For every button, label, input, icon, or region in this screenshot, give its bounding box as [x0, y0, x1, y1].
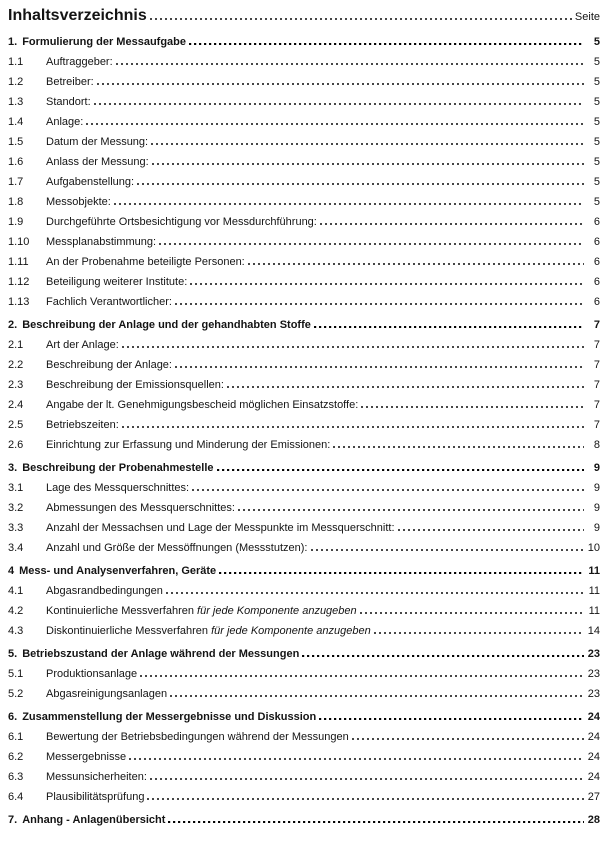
toc-entry	[8, 415, 600, 435]
entry-title-text: Auftraggeber:	[46, 56, 113, 68]
entry-page: 28	[587, 814, 600, 826]
dot-leader	[302, 655, 584, 657]
entry-page: 11	[588, 565, 600, 577]
entry-number: 7.	[8, 814, 18, 826]
entry-number: 2.2	[8, 359, 24, 371]
toc-entry	[8, 435, 600, 455]
entry-title-text: Angabe der lt. Genehmigungsbescheid möglichen Einsatzstoffe:	[46, 399, 359, 411]
entry-number: 5.	[8, 648, 18, 660]
entry-title-text: An der Probenahme beteiligte Personen:	[46, 256, 245, 268]
toc-entry	[8, 252, 600, 272]
entry-page: 5	[593, 136, 600, 148]
dot-leader	[159, 243, 584, 245]
entry-title-text: Formulierung der Messaufgabe	[22, 36, 186, 48]
entry-number: 6.3	[8, 771, 24, 783]
toc-entry	[8, 601, 600, 621]
dot-leader	[114, 203, 584, 205]
dot-leader	[86, 123, 584, 125]
entry-title-text: Beschreibung der Emissionsquellen:	[46, 379, 224, 391]
entry-title	[46, 212, 317, 232]
dot-leader	[311, 549, 585, 551]
dot-leader	[374, 632, 584, 634]
entry-title-text: Standort:	[46, 96, 91, 108]
entry-page: 6	[593, 296, 600, 308]
entry-title	[46, 747, 126, 767]
entry-page: 24	[587, 771, 600, 783]
entry-number: 6.1	[8, 731, 24, 743]
entry-title	[46, 52, 113, 72]
entry-number: 1.13	[8, 296, 30, 308]
dot-leader	[97, 83, 584, 85]
entry-page: 14	[587, 625, 600, 637]
entry-page: 6	[593, 276, 600, 288]
entry-number: 1.6	[8, 156, 24, 168]
entry-page: 5	[593, 96, 600, 108]
entry-title	[46, 787, 144, 807]
entry-title	[19, 561, 216, 581]
toc-entry	[8, 395, 600, 415]
entry-title	[46, 518, 395, 538]
toc-entry	[8, 132, 600, 152]
dot-leader	[122, 346, 584, 348]
entry-number: 6.2	[8, 751, 24, 763]
entry-title	[46, 172, 134, 192]
toc-entry	[8, 272, 600, 292]
entry-title-text: Anlage:	[46, 116, 84, 128]
entry-title	[46, 498, 235, 518]
entry-title-text: Zusammenstellung der Messergebnisse und Diskussion	[22, 711, 317, 723]
entry-title-text: Kontinuierliche Messverfahren	[46, 605, 194, 617]
toc-entry	[8, 664, 600, 684]
dot-leader	[147, 798, 584, 800]
toc-entry	[8, 787, 600, 807]
entry-title-text: Plausibilitätsprüfung	[46, 791, 145, 803]
entry-title-text: Betriebszeiten:	[46, 419, 119, 431]
toc-entry	[8, 192, 600, 212]
entry-title	[22, 644, 299, 664]
entry-title-text: Datum der Messung:	[46, 136, 149, 148]
entry-title	[22, 32, 186, 52]
entry-title-text: Messobjekte:	[46, 196, 111, 208]
dot-leader	[314, 326, 584, 328]
entry-title-text: Anzahl der Messachsen und Lage der Messpunkte im Messquerschnitt:	[46, 522, 395, 534]
entry-title	[46, 538, 308, 558]
dot-leader	[137, 183, 584, 185]
entry-title	[22, 458, 213, 478]
entry-page: 9	[593, 502, 600, 514]
toc-entry	[8, 767, 600, 787]
entry-title-text: Beschreibung der Anlage:	[46, 359, 172, 371]
entry-page: 5	[593, 196, 600, 208]
toc-entry	[8, 172, 600, 192]
entry-number: 2.	[8, 319, 18, 331]
entry-title	[46, 252, 245, 272]
entry-title	[46, 232, 156, 252]
entry-title-text: Aufgabenstellung:	[46, 176, 135, 188]
dot-leader	[360, 612, 584, 614]
dot-leader	[352, 738, 584, 740]
entry-title-text: Anhang - Anlagenübersicht	[22, 814, 166, 826]
entry-number: 3.3	[8, 522, 24, 534]
toc-entry	[8, 644, 600, 664]
entry-title	[46, 395, 358, 415]
entry-title	[46, 132, 148, 152]
toc-entry	[8, 212, 600, 232]
toc-entry	[8, 581, 600, 601]
toc-entry	[8, 152, 600, 172]
page-column-label: Seite	[574, 11, 600, 23]
toc-entry	[8, 32, 600, 52]
entry-page: 7	[593, 359, 600, 371]
dot-leader	[398, 529, 584, 531]
entry-title	[46, 664, 137, 684]
entry-title	[46, 767, 147, 787]
entry-number: 2.4	[8, 399, 24, 411]
dot-leader	[175, 303, 584, 305]
entry-page: 7	[593, 419, 600, 431]
entry-number: 2.5	[8, 419, 24, 431]
entry-number: 2.1	[8, 339, 24, 351]
toc-entry	[8, 621, 600, 641]
toc-entry	[8, 72, 600, 92]
entry-page: 7	[593, 319, 600, 331]
entry-title	[22, 315, 311, 335]
entry-number: 1.10	[8, 236, 30, 248]
entry-number: 2.6	[8, 439, 24, 451]
toc-entry	[8, 478, 600, 498]
dot-leader	[94, 103, 584, 105]
entry-number: 4.3	[8, 625, 24, 637]
entry-number: 4	[8, 565, 15, 577]
entry-title	[46, 112, 83, 132]
entry-page: 23	[587, 688, 600, 700]
toc-entry	[8, 518, 600, 538]
entry-page: 5	[593, 56, 600, 68]
dot-leader	[361, 406, 584, 408]
entry-number: 1.1	[8, 56, 24, 68]
entry-page: 5	[593, 156, 600, 168]
toc-entry	[8, 292, 600, 312]
dot-leader	[319, 718, 584, 720]
entry-title-text: Messunsicherheiten:	[46, 771, 147, 783]
entry-title	[46, 272, 187, 292]
entry-number: 5.2	[8, 688, 24, 700]
entry-page: 5	[593, 36, 600, 48]
entry-number: 1.11	[8, 256, 29, 268]
toc-entry	[8, 561, 600, 581]
toc-entry	[8, 335, 600, 355]
toc-entry	[8, 707, 600, 727]
toc-list	[8, 32, 600, 830]
entry-page: 7	[593, 399, 600, 411]
dot-leader	[189, 43, 584, 45]
entry-number: 1.5	[8, 136, 24, 148]
entry-page: 5	[593, 116, 600, 128]
entry-number: 1.	[8, 36, 18, 48]
entry-title	[46, 335, 119, 355]
entry-title	[46, 581, 163, 601]
dot-leader	[238, 509, 584, 511]
entry-page: 23	[587, 668, 600, 680]
dot-leader	[122, 426, 584, 428]
entry-title	[22, 707, 316, 727]
toc-entry	[8, 458, 600, 478]
entry-page: 24	[587, 711, 600, 723]
entry-title-text: Durchgeführte Ortsbesichtigung vor Messdurchführung:	[46, 216, 317, 228]
entry-number: 1.8	[8, 196, 24, 208]
entry-page: 7	[593, 339, 600, 351]
toc-entry	[8, 52, 600, 72]
entry-page: 9	[593, 482, 600, 494]
dot-leader	[227, 386, 584, 388]
entry-title	[46, 621, 371, 641]
entry-title-text: Messplanabstimmung:	[46, 236, 157, 248]
entry-number: 1.9	[8, 216, 24, 228]
toc-entry	[8, 538, 600, 558]
entry-title	[46, 152, 149, 172]
dot-leader	[168, 821, 584, 823]
dot-leader	[152, 163, 584, 165]
entry-number: 4.2	[8, 605, 24, 617]
entry-title-text: Einrichtung zur Erfassung und Minderung der Emissionen:	[46, 439, 331, 451]
entry-title-text: Betreiber:	[46, 76, 94, 88]
toc-entry	[8, 355, 600, 375]
toc-entry	[8, 727, 600, 747]
entry-number: 3.1	[8, 482, 24, 494]
dot-leader	[175, 366, 584, 368]
toc-entry	[8, 498, 600, 518]
entry-title-italic: für jede Komponente anzugeben	[208, 625, 371, 637]
entry-page: 10	[587, 542, 600, 554]
dot-leader	[116, 63, 584, 65]
entry-title	[46, 478, 189, 498]
entry-title-text: Anzahl und Größe der Messöffnungen (Messstutzen):	[46, 542, 308, 554]
entry-title-text: Beteiligung weiterer Institute:	[46, 276, 188, 288]
entry-page: 11	[588, 585, 600, 597]
entry-page: 27	[587, 791, 600, 803]
entry-number: 4.1	[8, 585, 24, 597]
entry-title-text: Fachlich Verantwortlicher:	[46, 296, 172, 308]
entry-number: 2.3	[8, 379, 24, 391]
entry-number: 6.4	[8, 791, 24, 803]
entry-page: 9	[593, 522, 600, 534]
entry-title-text: Diskontinuierliche Messverfahren	[46, 625, 209, 637]
entry-number: 5.1	[8, 668, 24, 680]
entry-page: 5	[593, 176, 600, 188]
toc-entry	[8, 810, 600, 830]
entry-number: 1.3	[8, 96, 24, 108]
toc-header	[8, 7, 600, 25]
entry-title	[46, 727, 349, 747]
entry-number: 1.12	[8, 276, 30, 288]
toc-entry	[8, 232, 600, 252]
page-title: Inhaltsverzeichnis	[8, 7, 147, 24]
toc-entry	[8, 92, 600, 112]
entry-title-italic: für jede Komponente anzugeben	[193, 605, 357, 617]
entry-page: 9	[593, 462, 600, 474]
entry-title-text: Abgasreinigungsanlagen	[46, 688, 168, 700]
entry-number: 6.	[8, 711, 18, 723]
entry-title-text: Lage des Messquerschnittes:	[46, 482, 190, 494]
dot-leader	[219, 572, 584, 574]
entry-title	[46, 435, 330, 455]
entry-title	[46, 601, 357, 621]
entry-title-text: Beschreibung der Probenahmestelle	[22, 462, 214, 474]
entry-number: 3.2	[8, 502, 24, 514]
dot-leader	[217, 469, 584, 471]
dot-leader	[190, 283, 584, 285]
entry-title-text: Betriebszustand der Anlage während der Messungen	[22, 648, 300, 660]
entry-number: 3.	[8, 462, 18, 474]
entry-page: 6	[593, 256, 600, 268]
toc-entry	[8, 747, 600, 767]
entry-title-text: Bewertung der Betriebsbedingungen während der Messungen	[46, 731, 349, 743]
entry-title	[22, 810, 165, 830]
entry-title	[46, 92, 91, 112]
entry-number: 1.2	[8, 76, 24, 88]
toc-entry	[8, 112, 600, 132]
entry-title	[46, 684, 167, 704]
entry-title-text: Mess- und Analysenverfahren, Geräte	[19, 565, 217, 577]
entry-title	[46, 292, 172, 312]
entry-title-text: Art der Anlage:	[46, 339, 119, 351]
entry-page: 24	[587, 731, 600, 743]
dot-leader	[248, 263, 584, 265]
entry-page: 11	[588, 605, 600, 617]
dot-leader	[166, 592, 584, 594]
entry-title-text: Abgasrandbedingungen	[46, 585, 163, 597]
toc-entry	[8, 315, 600, 335]
dot-leader	[150, 778, 584, 780]
entry-title-text: Anlass der Messung:	[46, 156, 149, 168]
entry-number: 1.4	[8, 116, 24, 128]
dot-leader	[150, 18, 573, 20]
entry-page: 24	[587, 751, 600, 763]
entry-title-text: Beschreibung der Anlage und der gehandhabten Stoffe	[22, 319, 311, 331]
entry-title	[46, 355, 172, 375]
entry-title	[46, 375, 224, 395]
entry-page: 6	[593, 236, 600, 248]
entry-page: 8	[593, 439, 600, 451]
entry-page: 6	[593, 216, 600, 228]
toc-entry	[8, 684, 600, 704]
entry-page: 7	[593, 379, 600, 391]
dot-leader	[140, 675, 584, 677]
dot-leader	[170, 695, 584, 697]
entry-title-text: Messergebnisse	[46, 751, 127, 763]
dot-leader	[333, 446, 584, 448]
toc-entry	[8, 375, 600, 395]
dot-leader	[129, 758, 584, 760]
entry-title	[46, 72, 94, 92]
dot-leader	[151, 143, 584, 145]
entry-page: 23	[587, 648, 600, 660]
entry-title	[46, 415, 119, 435]
entry-title	[46, 192, 111, 212]
entry-number: 3.4	[8, 542, 24, 554]
dot-leader	[192, 489, 584, 491]
entry-title-text: Produktionsanlage	[46, 668, 138, 680]
dot-leader	[320, 223, 584, 225]
entry-title-text: Abmessungen des Messquerschnittes:	[46, 502, 235, 514]
entry-number: 1.7	[8, 176, 24, 188]
entry-page: 5	[593, 76, 600, 88]
